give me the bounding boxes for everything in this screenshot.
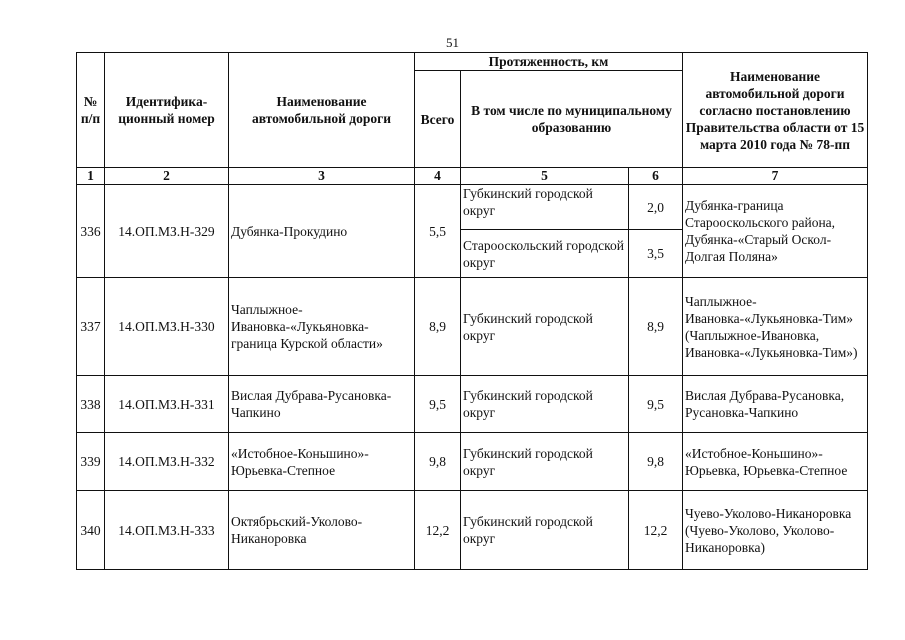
municipality-name: Губкинский городской округ — [461, 433, 629, 491]
municipality-length: 9,5 — [629, 376, 683, 433]
road-identifier: 14.ОП.МЗ.Н-331 — [105, 376, 229, 433]
header-municipal: В том числе по муниципальному образованию — [461, 71, 683, 168]
municipality-name: Губкинский городской округ — [461, 491, 629, 570]
column-number: 7 — [683, 168, 868, 185]
table-row — [77, 185, 868, 230]
decree-road-name: «Истобное-Коньшино»-Юрьевка, Юрьевка-Степное — [683, 433, 868, 491]
row-number: 338 — [77, 376, 105, 433]
header-number: № п/п — [77, 53, 105, 168]
header-decree-name: Наименование автомобильной дороги согласно постановлению Правительства области от 15 марта 2010 года № 78-пп — [683, 53, 868, 168]
column-number: 5 — [461, 168, 629, 185]
row-number: 340 — [77, 491, 105, 570]
table-row — [77, 491, 868, 570]
table-row — [77, 376, 868, 433]
road-name: Октябрьский-Уколово-Никаноровка — [229, 491, 415, 570]
road-name: Дубянка-Прокудино — [229, 185, 415, 278]
column-number: 4 — [415, 168, 461, 185]
municipality-name: Старооскольский городской округ — [461, 230, 629, 278]
decree-road-name: Чаплыжное-Ивановка-«Лукьяновка-Тим» (Чаплыжное-Ивановка, Ивановка-«Лукьяновка-Тим») — [683, 278, 868, 376]
municipality-name: Губкинский городской округ — [461, 376, 629, 433]
row-number: 336 — [77, 185, 105, 278]
municipality-length: 3,5 — [629, 230, 683, 278]
table-row — [77, 278, 868, 376]
road-total-length: 8,9 — [415, 278, 461, 376]
header-total: Всего — [415, 71, 461, 168]
road-total-length: 9,5 — [415, 376, 461, 433]
column-number: 3 — [229, 168, 415, 185]
road-name: Вислая Дубрава-Русановка-Чапкино — [229, 376, 415, 433]
road-name: Чаплыжное-Ивановка-«Лукьяновка-граница Курской области» — [229, 278, 415, 376]
municipality-length: 2,0 — [629, 185, 683, 230]
page-number: 51 — [446, 35, 459, 50]
decree-road-name: Чуево-Уколово-Никаноровка (Чуево-Уколово, Уколово-Никаноровка) — [683, 491, 868, 570]
road-total-length: 12,2 — [415, 491, 461, 570]
decree-road-name: Вислая Дубрава-Русановка, Русановка-Чапкино — [683, 376, 868, 433]
road-total-length: 5,5 — [415, 185, 461, 278]
header-identifier: Идентифика-ционный номер — [105, 53, 229, 168]
municipality-name: Губкинский городской округ — [461, 278, 629, 376]
municipality-length: 9,8 — [629, 433, 683, 491]
road-identifier: 14.ОП.МЗ.Н-333 — [105, 491, 229, 570]
road-identifier: 14.ОП.МЗ.Н-329 — [105, 185, 229, 278]
road-identifier: 14.ОП.МЗ.Н-332 — [105, 433, 229, 491]
road-identifier: 14.ОП.МЗ.Н-330 — [105, 278, 229, 376]
municipality-length: 8,9 — [629, 278, 683, 376]
municipality-length: 12,2 — [629, 491, 683, 570]
row-number: 337 — [77, 278, 105, 376]
column-number: 6 — [629, 168, 683, 185]
decree-road-name: Дубянка-граница Старооскольского района, Дубянка-«Старый Оскол-Долгая Поляна» — [683, 185, 868, 278]
municipality-name: Губкинский городской округ — [461, 185, 629, 230]
road-total-length: 9,8 — [415, 433, 461, 491]
column-number: 1 — [77, 168, 105, 185]
column-number: 2 — [105, 168, 229, 185]
roads-table — [76, 52, 868, 570]
table-row — [77, 433, 868, 491]
road-name: «Истобное-Коньшино»-Юрьевка-Степное — [229, 433, 415, 491]
row-number: 339 — [77, 433, 105, 491]
header-road-name: Наименование автомобильной дороги — [229, 53, 415, 168]
header-length-group: Протяженность, км — [415, 53, 683, 71]
